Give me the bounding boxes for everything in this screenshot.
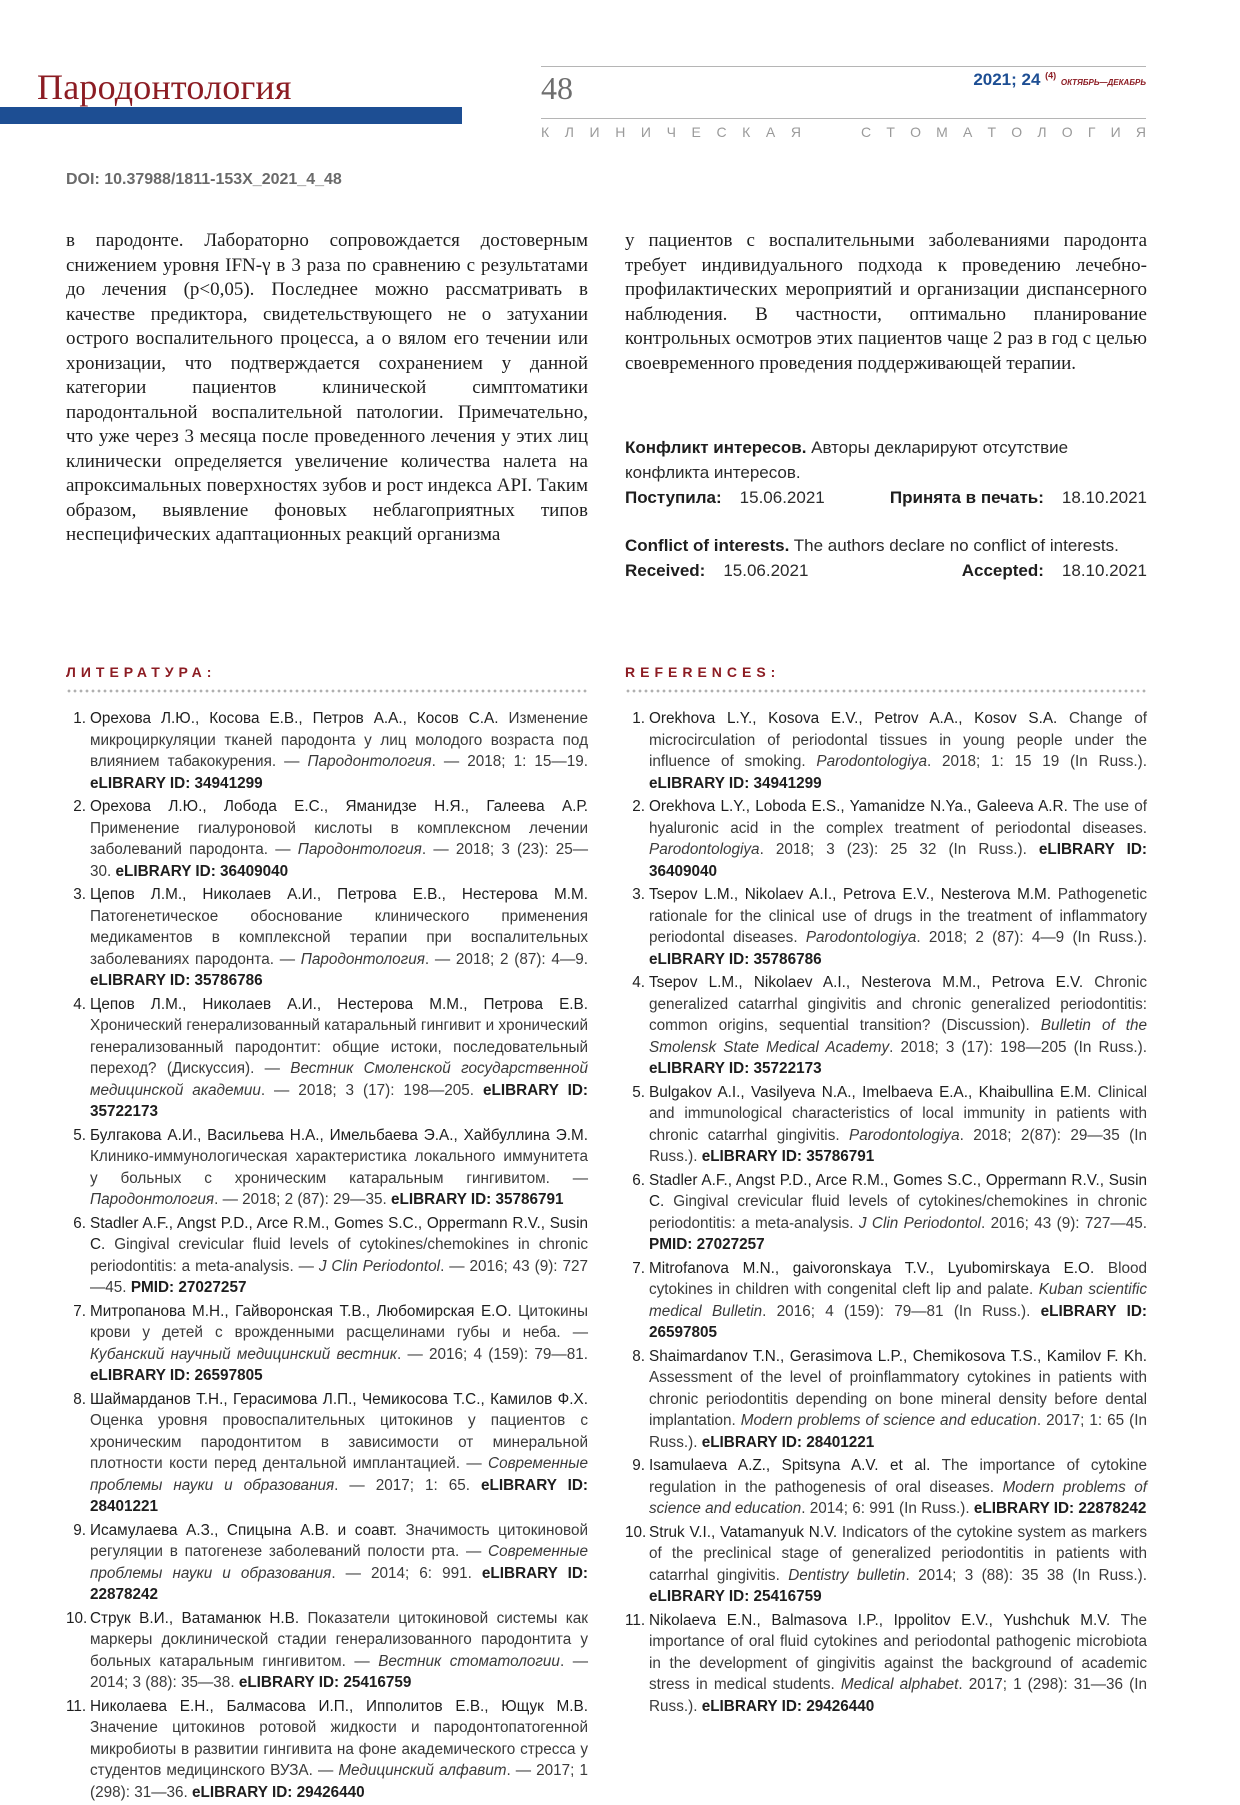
reference-journal: Kuban scientific medical Bulletin	[649, 1281, 1148, 1320]
reference-number: 11.	[66, 1697, 87, 1715]
reference-journal: Вестник стоматологии	[378, 1652, 560, 1670]
reference-details: . 2014; 3 (88): 35 38 (In Russ.).	[905, 1566, 1147, 1584]
reference-authors: Stadler A.F., Angst P.D., Arce R.M., Gomes S.C., Oppermann R.V., Susin C.	[649, 1171, 1147, 1210]
reference-title: Gingival crevicular fluid levels of cytokines/chemokines in chronic periodontitis: a meta-analysis. —	[90, 1236, 588, 1275]
reference-title: Оценка уровня провоспалительных цитокинов у пациентов с хроническим пародонтитом в зависимости от минеральной плотности кости перед дентальной имплантацией. —	[90, 1412, 588, 1472]
reference-title: Indicators of the cytokine system as markers of the preclinical stage of generalized periodontitis in patients with catarrhal gingivitis.	[649, 1523, 1147, 1584]
reference-title: Chronic generalized catarrhal gingivitis and chronic generalized periodontitis: common origins, sequential transition? (Discussion).	[649, 974, 1147, 1034]
accepted-date-ru: 18.10.2021	[1061, 488, 1147, 507]
section-title-bar	[0, 107, 462, 124]
reference-item	[66, 884, 588, 992]
reference-authors: Mitrofanova M.N., gaivoronskaya T.V., Lyubomirskaya E.O.	[649, 1259, 1095, 1277]
reference-details: . — 2014; 3 (88): 35—38.	[90, 1652, 589, 1691]
reference-authors: Struk V.I., Vatamanyuk N.V.	[649, 1523, 838, 1541]
references-divider-ru	[66, 689, 588, 693]
reference-journal: Parodontologiya	[805, 929, 917, 946]
reference-title: Показатели цитокиновой системы как маркеры доклинической стадии генерализованного пародонтита у больных катаральным гингивитом. —	[90, 1609, 589, 1670]
reference-title: Изменение микроциркуляции тканей пародонта у лиц молодого возраста под влиянием табакокурения. —	[90, 710, 588, 770]
reference-title: The use of hyaluronic acid in the complex treatment of periodontal diseases.	[649, 798, 1147, 837]
reference-title: Gingival crevicular fluid levels of cytokines/chemokines in chronic periodontitis: a meta-analysis.	[649, 1193, 1147, 1232]
references-heading-ru: ЛИТЕРАТУРА:	[66, 664, 217, 680]
references-divider-en	[625, 689, 1147, 693]
accepted-date-en: 18.10.2021	[1061, 561, 1147, 580]
reference-authors: Цепов Л.М., Николаев А.И., Нестерова М.М., Петрова Е.В.	[90, 995, 588, 1013]
reference-item	[66, 796, 588, 882]
reference-id: eLIBRARY ID: 28401221	[701, 1433, 875, 1451]
reference-details: . — 2016; 4 (159): 79—81.	[396, 1345, 588, 1363]
reference-item	[66, 708, 588, 794]
accepted-label-en: Accepted:	[961, 561, 1044, 580]
reference-details: . 2017; 1 (298): 31—36 (In Russ.).	[649, 1676, 1147, 1715]
reference-authors: Орехова Л.Ю., Косова Е.В., Петров А.А., Косов С.А.	[90, 710, 499, 727]
reference-details: . — 2014; 6: 991.	[331, 1564, 482, 1582]
conflict-text-ru: Авторы декларируют отсутствие конфликта интересов.	[625, 438, 1069, 482]
reference-item	[66, 1608, 588, 1694]
reference-item	[66, 1301, 588, 1387]
reference-number: 4.	[632, 974, 645, 991]
reference-item	[66, 1696, 588, 1804]
reference-id: eLIBRARY ID: 26597805	[90, 1367, 263, 1384]
reference-item	[625, 1082, 1147, 1168]
conflict-label-en: Conflict of interests.	[625, 536, 790, 555]
header-rule-top	[541, 66, 1146, 67]
reference-item	[625, 1522, 1147, 1608]
reference-number: 10.	[625, 1523, 647, 1541]
reference-journal: J Clin Periodontol	[858, 1214, 982, 1232]
reference-details: . — 2017; 1: 65.	[334, 1476, 481, 1494]
reference-authors: Струк В.И., Ватаманюк Н.В.	[90, 1609, 300, 1627]
references-list-en	[625, 708, 1147, 1719]
reference-number: 5.	[632, 1083, 645, 1101]
reference-id: PMID: 27027257	[649, 1236, 765, 1253]
reference-item	[625, 972, 1147, 1080]
reference-details: . — 2016; 43 (9): 727—45.	[90, 1257, 588, 1296]
reference-details: . 2018; 2(87): 29—35 (In Russ.).	[649, 1126, 1147, 1165]
reference-authors: Цепов Л.М., Николаев А.И., Петрова Е.В., Нестерова М.М.	[90, 886, 588, 903]
journal-name-word1: К Л И Н И Ч Е С К А Я	[541, 124, 801, 140]
reference-details: . — 2018; 3 (23): 25— 30.	[90, 841, 589, 880]
reference-id: eLIBRARY ID: 34941299	[649, 774, 822, 792]
reference-details: . 2018; 3 (23): 25 32 (In Russ.).	[759, 841, 1039, 858]
references-heading-en: REFERENCES:	[625, 664, 781, 680]
reference-number: 8.	[73, 1390, 86, 1408]
journal-year-volume: 2021; 24	[973, 70, 1041, 89]
reference-journal: Пародонтология	[297, 841, 422, 858]
reference-authors: Orekhova L.Y., Loboda E.S., Yamanidze N.Ya., Galeeva A.R.	[649, 798, 1068, 815]
reference-journal: Parodontologiya	[849, 1126, 960, 1144]
reference-details: . 2016; 4 (159): 79—81 (In Russ.).	[762, 1302, 1041, 1320]
reference-id: eLIBRARY ID: 35786786	[649, 950, 822, 968]
doi: DOI: 10.37988/1811-153X_2021_4_48	[66, 171, 342, 188]
reference-details: . 2018; 2 (87): 4—9 (In Russ.).	[916, 929, 1147, 946]
reference-id: eLIBRARY ID: 35722173	[649, 1060, 822, 1077]
journal-issue-number: (4)	[1045, 70, 1057, 81]
reference-number: 1.	[73, 710, 86, 727]
reference-number: 6.	[73, 1214, 86, 1232]
reference-journal: Modern problems of science and education	[740, 1412, 1037, 1429]
reference-id: eLIBRARY ID: 34941299	[90, 774, 263, 792]
reference-title: The importance of oral fluid cytokines and periodontal pathogenic microbiota in the development of gingivitis against the background of academic stress in medical students.	[649, 1611, 1147, 1693]
reference-item	[625, 1346, 1147, 1454]
journal-issue	[973, 70, 1146, 90]
reference-journal: Dentistry bulletin	[788, 1566, 906, 1584]
reference-authors: Tsepov L.M., Nikolaev A.I., Nesterova M.M., Petrova E.V.	[649, 974, 1084, 991]
conflict-statement-ru	[625, 435, 1147, 485]
reference-journal: Пародонтология	[307, 753, 432, 770]
reference-authors: Orekhova L.Y., Kosova E.V., Petrov A.A., Kosov S.A.	[649, 710, 1058, 727]
reference-item	[66, 1389, 588, 1518]
reference-title: Цитокины крови у детей с врожденными расщелинами губы и неба. —	[90, 1302, 588, 1341]
conflict-label-ru: Конфликт интересов.	[625, 438, 807, 457]
reference-item	[625, 1610, 1147, 1718]
reference-item	[625, 884, 1147, 970]
conflict-of-interest-ru	[625, 435, 1147, 510]
reference-details: . — 2018; 3 (17): 198—205.	[260, 1081, 483, 1099]
references-list-ru	[66, 708, 588, 1805]
journal-name	[541, 124, 1146, 140]
reference-number: 5.	[73, 1126, 86, 1144]
reference-id: eLIBRARY ID: 29426440	[701, 1697, 875, 1715]
reference-journal: Современные проблемы науки и образования	[90, 1455, 588, 1494]
reference-title: The importance of cytokine regulation in the pathogenesis of oral diseases.	[649, 1457, 1147, 1496]
reference-authors: Исамулаева А.З., Спицына А.В. и соавт.	[90, 1521, 397, 1539]
reference-number: 6.	[632, 1171, 645, 1189]
reference-item	[625, 796, 1147, 882]
reference-item	[66, 1520, 588, 1606]
reference-authors: Shaimardanov T.N., Gerasimova L.P., Chemikosova T.S., Kamilov F. Kh.	[649, 1347, 1147, 1365]
reference-details: . — 2017; 1 (298): 31—36.	[90, 1762, 588, 1801]
reference-id: eLIBRARY ID: 28401221	[90, 1476, 588, 1515]
reference-title: Pathogenetic rationale for the clinical use of drugs in the treatment of inflammatory periodontal diseases.	[649, 886, 1147, 946]
reference-journal: Вестник Смоленской государственной медицинской академии	[90, 1060, 588, 1099]
reference-item	[625, 708, 1147, 794]
reference-details: . 2018; 3 (17): 198—205 (In Russ.).	[889, 1038, 1147, 1056]
received-label-en: Received:	[625, 561, 706, 580]
reference-journal: Modern problems of science and education	[649, 1478, 1148, 1517]
journal-issue-months: ОКТЯБРЬ—ДЕКАБРЬ	[1060, 78, 1146, 87]
reference-id: eLIBRARY ID: 35786786	[90, 972, 263, 989]
body-text-left: в пародонте. Лабораторно сопровождается достоверным снижением уровня IFN-γ в 3 раза по сравнению с результатами до лечения (p<0,05). Последнее можно рассматривать в качестве предиктора, свидетельствующего не о затухании острого воспалительного процесса, а о вялом его течении или хронизации, что подтверждается сохранением у данной категории пациентов клинической симптоматики пародонтальной воспалительной патологии. Примечательно, что уже через 3 месяца после проведенного лечения у этих лиц клинически определяется увеличение количества налета на апроксимальных поверхностях зубов и рост индекса API. Таким образом, выявление фоновых неблагоприятных типов неспецифических адаптационных реакций организма	[66, 230, 588, 545]
accepted-label-ru: Принята в печать:	[889, 488, 1044, 507]
reference-item	[625, 1258, 1147, 1344]
reference-id: PMID: 27027257	[130, 1279, 247, 1296]
reference-authors: Bulgakov A.I., Vasilyeva N.A., Imelbaeva E.A., Khaibullina E.M.	[649, 1083, 1092, 1101]
reference-title: Клинико-иммунологическая характеристика локального иммунитета у больных с хроническим катаральным гингивитом. —	[90, 1148, 588, 1187]
reference-details: . 2017; 1: 65 (In Russ.).	[649, 1412, 1147, 1451]
section-title: Пародонтология	[37, 67, 292, 107]
reference-title: Clinical and immunological characteristics of local immunity in patients with chronic catarrhal gingivitis.	[649, 1083, 1147, 1144]
reference-item	[625, 1170, 1147, 1256]
reference-number: 11.	[625, 1611, 646, 1629]
reference-journal: Parodontologiya	[649, 841, 760, 858]
reference-number: 4.	[73, 995, 86, 1013]
reference-authors: Stadler A.F., Angst P.D., Arce R.M., Gomes S.C., Oppermann R.V., Susin C.	[90, 1214, 588, 1253]
reference-details: . 2018; 1: 15 19 (In Russ.).	[926, 753, 1147, 770]
reference-id: eLIBRARY ID: 22878242	[90, 1564, 589, 1603]
reference-details: . — 2018; 1: 15—19.	[431, 753, 588, 770]
reference-id: eLIBRARY ID: 25416759	[238, 1674, 412, 1691]
reference-title: Значение цитокинов ротовой жидкости и пародонтопатогенной микробиоты в развитии гингивита на фоне академического стресса у студентов медицинского ВУЗА. —	[90, 1719, 588, 1779]
reference-authors: Николаева Е.Н., Балмасова И.П., Ипполитов Е.В., Ющук М.В.	[90, 1697, 588, 1715]
reference-item	[66, 994, 588, 1123]
reference-journal: Медицинский алфавит	[338, 1762, 507, 1779]
reference-id: eLIBRARY ID: 35722173	[90, 1081, 588, 1120]
reference-id: eLIBRARY ID: 35786791	[701, 1148, 875, 1165]
reference-id: eLIBRARY ID: 29426440	[192, 1783, 365, 1801]
dates-row-en	[625, 558, 1147, 583]
reference-title: Хронический генерализованный катаральный гингивит и хронический генерализованный пародонтит: общие истоки, последовательный переход? (Дискуссия). —	[90, 1017, 588, 1077]
reference-title: Патогенетическое обоснование клинического применения медикаментов в комплексной терапии при воспалительных заболеваниях пародонта. —	[90, 907, 588, 968]
page-number: 48	[541, 70, 573, 106]
reference-authors: Nikolaeva E.N., Balmasova I.P., Ippolitov E.V., Yushchuk M.V.	[649, 1611, 1111, 1629]
reference-number: 8.	[632, 1347, 645, 1365]
reference-authors: Митропанова М.Н., Гайворонская Т.В., Любомирская Е.О.	[90, 1302, 512, 1320]
dates-row-ru	[625, 485, 1147, 510]
reference-title: Blood cytokines in children with congenital cleft lip and palate.	[649, 1259, 1147, 1298]
received-date-ru: 15.06.2021	[739, 488, 825, 507]
reference-title: Assessment of the level of proinflammatory cytokines in patients with chronic periodontitis depending on bone mineral density before dental implantation.	[649, 1369, 1147, 1429]
reference-authors: Isamulaeva A.Z., Spitsyna A.V. et al.	[649, 1457, 931, 1474]
reference-details: . — 2018; 2 (87): 4—9.	[424, 950, 588, 968]
reference-number: 1.	[632, 710, 645, 727]
reference-authors: Шаймарданов Т.Н., Герасимова Л.П., Чемикосова Т.С., Камилов Ф.Х.	[90, 1390, 588, 1408]
reference-title: Значимость цитокиновой регуляции в патогенезе заболеваний полости рта. —	[90, 1521, 588, 1560]
conflict-statement-en	[625, 533, 1147, 558]
reference-details: . — 2018; 2 (87): 29—35.	[214, 1191, 391, 1208]
reference-authors: Булгакова А.И., Васильева Н.А., Имельбаева Э.А., Хайбуллина Э.М.	[90, 1126, 588, 1144]
received-label-ru: Поступила:	[625, 488, 722, 507]
journal-name-word2: С Т О М А Т О Л О Г И Я	[861, 124, 1146, 140]
reference-journal: Кубанский научный медицинский вестник	[90, 1345, 397, 1363]
reference-number: 2.	[73, 798, 86, 815]
reference-number: 3.	[632, 886, 645, 903]
reference-id: eLIBRARY ID: 35786791	[390, 1191, 564, 1208]
reference-details: . 2016; 43 (9): 727—45.	[981, 1214, 1147, 1232]
reference-id: eLIBRARY ID: 26597805	[649, 1302, 1147, 1341]
received-date-en: 15.06.2021	[723, 561, 809, 580]
body-text-right: у пациентов с воспалительными заболеваниями пародонта требует индивидуального подхода к проведению лечебно-профилактических мероприятий и организации диспансерного наблюдения. В частности, оптимально планирование контрольных осмотров этих пациентов чаще 2 раз в год с целью своевременного проведения поддерживающей терапии.	[625, 230, 1147, 374]
reference-number: 9.	[73, 1521, 86, 1539]
reference-journal: Bulletin of the Smolensk State Medical Academy	[649, 1017, 1147, 1056]
reference-number: 7.	[632, 1259, 645, 1277]
reference-number: 10.	[66, 1609, 88, 1627]
reference-title: Change of microcirculation of periodontal tissues in young people under the influence of smoking.	[649, 710, 1147, 770]
reference-journal: Medical alphabet	[840, 1676, 959, 1693]
reference-authors: Орехова Л.Ю., Лобода Е.С., Яманидзе Н.Я., Галеева А.Р.	[90, 798, 588, 815]
header-rule-mid	[541, 118, 1146, 119]
reference-journal: J Clin Periodontol	[318, 1257, 441, 1275]
reference-item	[66, 1125, 588, 1211]
reference-number: 3.	[73, 886, 86, 903]
reference-number: 9.	[632, 1457, 645, 1474]
reference-authors: Tsepov L.M., Nikolaev A.I., Petrova E.V., Nesterova M.M.	[649, 886, 1052, 903]
reference-journal: Современные проблемы науки и образования	[90, 1543, 588, 1582]
reference-id: eLIBRARY ID: 25416759	[649, 1588, 822, 1605]
reference-title: Применение гиалуроновой кислоты в комплексном лечении заболеваний пародонта. —	[90, 819, 588, 858]
reference-details: . 2014; 6: 991 (In Russ.).	[801, 1500, 974, 1517]
reference-id: eLIBRARY ID: 22878242	[973, 1500, 1147, 1517]
reference-id: eLIBRARY ID: 36409040	[115, 862, 289, 880]
reference-journal: Parodontologiya	[816, 753, 927, 770]
reference-journal: Пародонтология	[300, 950, 425, 968]
reference-journal: Пародонтология	[90, 1191, 215, 1208]
reference-number: 7.	[73, 1302, 86, 1320]
reference-id: eLIBRARY ID: 36409040	[649, 841, 1147, 880]
conflict-of-interest-en	[625, 533, 1147, 583]
reference-item	[625, 1455, 1147, 1520]
reference-number: 2.	[632, 798, 645, 815]
conflict-text-en: The authors declare no conflict of interests.	[789, 536, 1119, 555]
reference-item	[66, 1213, 588, 1299]
